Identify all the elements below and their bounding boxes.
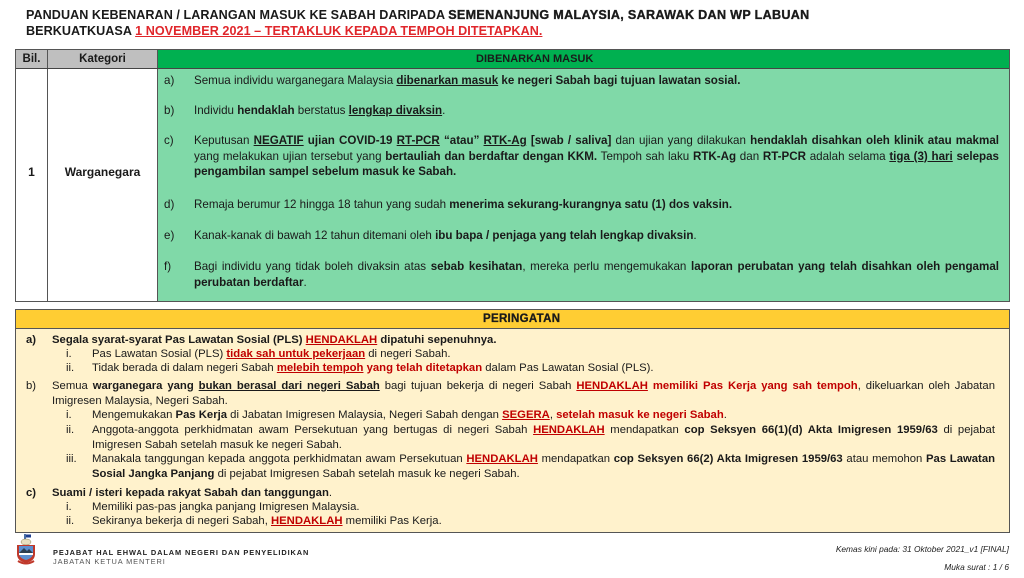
permission-item [164, 259, 999, 290]
text-run: RT-PCR [762, 149, 807, 163]
cell-dibenarkan-masuk [158, 69, 1009, 301]
text-run: setelah masuk ke negeri Sabah [556, 409, 724, 421]
text-run: Semua individu warganegara Malaysia [194, 74, 397, 87]
text-run: Semua [52, 380, 93, 392]
warning-section [26, 333, 995, 348]
text-run: . [303, 275, 307, 289]
text-run: HENDAKLAH [533, 424, 605, 436]
subitem-text [92, 423, 995, 452]
text-run: Segala syarat-syarat Pas Lawatan Sosial (PLS) [52, 334, 306, 346]
text-run: . [328, 487, 332, 499]
subitem-label: i. [66, 348, 72, 360]
item-label: d) [164, 198, 175, 211]
subitem-label: ii. [66, 362, 75, 374]
section-text [52, 379, 995, 408]
text-run: berstatus [294, 104, 349, 117]
text-run: hendaklah [237, 104, 295, 117]
text-run: warganegara yang [92, 380, 199, 392]
subitem-text [92, 514, 995, 529]
sabah-emblem-icon [15, 534, 37, 566]
category-name: Warganegara [64, 165, 141, 179]
text-run: dibenarkan masuk [396, 74, 499, 87]
cell-kategori [48, 69, 158, 301]
title-line-2: BERKUATKUASA 1 NOVEMBER 2021 – TERTAKLUK KEPADA TEMPOH DITETAPKAN. [26, 24, 543, 38]
text-run: di negeri Sabah. [365, 348, 451, 360]
text-run: dan ujian yang dilakukan [611, 134, 751, 147]
text-run: selepas pengambilan sampel sebelum masuk ke Sabah. [194, 149, 1000, 178]
header-bil: Bil. [16, 50, 48, 68]
text-run: RTK-Ag [483, 134, 527, 147]
item-text [194, 133, 999, 180]
text-run: menerima sekurang-kurangnya satu (1) dos vaksin. [449, 198, 733, 211]
text-run: adalah selama [806, 149, 890, 163]
subitem-label: iii. [66, 453, 77, 465]
text-run: tiga (3) hari [889, 149, 953, 163]
text-run: atau memohon [842, 453, 927, 465]
effective-date: 1 NOVEMBER 2021 – TERTAKLUK KEPADA TEMPOH DITETAPKAN. [135, 24, 543, 38]
section-label: a) [26, 334, 37, 346]
text-run: yang telah ditetapkan [363, 362, 483, 374]
text-run: bukan berasal dari negeri Sabah [198, 380, 380, 392]
text-run: sebab kesihatan [430, 260, 523, 273]
text-run: lengkap divaksin [348, 104, 443, 117]
text-run: ujian COVID-19 [303, 134, 397, 147]
text-run: Tempoh sah laku [597, 149, 693, 163]
text-run: . [723, 409, 727, 421]
warning-subitem [66, 514, 995, 529]
text-run: cop Seksyen 66(1)(d) Akta Imigresen 1959/63 [684, 424, 938, 436]
footer-department: JABATAN KETUA MENTERI [53, 557, 166, 566]
warning-subitem [66, 361, 995, 376]
title-line-1: PANDUAN KEBENARAN / LARANGAN MASUK KE SABAH DARIPADA SEMENANJUNG MALAYSIA, SARAWAK DAN WP LABUAN [26, 8, 810, 22]
warning-subitem [66, 452, 995, 481]
text-run: mendapatkan [537, 453, 614, 465]
table-header-row [16, 50, 1009, 69]
item-label: e) [164, 229, 175, 242]
permission-item [164, 228, 999, 244]
cell-bil [16, 69, 48, 301]
text-run: Manakala tanggungan kepada anggota perkhidmatan awam Persekutuan [92, 453, 467, 465]
subitem-text [92, 347, 995, 362]
text-run: Kanak-kanak di bawah 12 tahun ditemani oleh [194, 229, 436, 242]
text-run: , [549, 409, 557, 421]
text-run: , dikeluarkan oleh Jabatan Imigresen Malaysia, Negeri Sabah. [52, 380, 995, 407]
text-run: . [693, 229, 697, 242]
warning-section [26, 379, 995, 408]
text-run: [swab / saliva] [526, 134, 612, 147]
entry-permission-table [15, 49, 1010, 302]
text-run: dipatuhi sepenuhnya. [377, 334, 497, 346]
text-run: laporan perubatan yang telah disahkan oleh pengamal perubatan berdaftar [194, 260, 999, 289]
text-run: di Jabatan Imigresen Malaysia, Negeri Sabah dengan [227, 409, 503, 421]
text-run: HENDAKLAH [305, 334, 378, 346]
text-run: HENDAKLAH [576, 380, 648, 392]
page-number: Muka surat : 1 / 6 [944, 562, 1009, 572]
text-run: dalam Pas Lawatan Sosial (PLS). [482, 362, 654, 374]
item-label: c) [164, 134, 174, 147]
text-run: Pas Lawatan Sosial (PLS) [92, 348, 227, 360]
warning-subitem [66, 423, 995, 452]
text-run: Anggota-anggota perkhidmatan awam Persekutuan yang bertugas di negeri Sabah [92, 424, 534, 436]
subitem-text [92, 361, 995, 376]
permission-item [164, 73, 999, 89]
header-kategori: Kategori [48, 50, 158, 68]
peringatan-heading: PERINGATAN [16, 310, 1009, 329]
warning-subitem [66, 347, 995, 362]
section-label: b) [26, 380, 37, 392]
text-run: ibu bapa / penjaga yang telah lengkap divaksin [435, 229, 694, 242]
row-number: 1 [28, 165, 35, 179]
text-run: ke negeri Sabah bagi tujuan lawatan sosial. [498, 74, 741, 87]
text-run: tidak sah untuk pekerjaan [226, 348, 366, 360]
warning-section [26, 486, 995, 501]
item-text [194, 259, 999, 290]
text-run: yang melakukan ujian tersebut yang [194, 149, 386, 163]
text-run: mendapatkan [604, 424, 685, 436]
text-run: Individu [194, 104, 238, 117]
permission-item [164, 103, 999, 119]
text-run: , mereka perlu mengemukakan [522, 260, 691, 273]
subitem-text [92, 408, 995, 423]
text-run: Pas Kerja [175, 409, 228, 421]
section-text [52, 486, 995, 501]
text-run: melebih tempoh [276, 362, 364, 374]
text-run: memiliki Pas Kerja. [342, 515, 442, 527]
text-run: memiliki Pas Kerja yang sah tempoh [647, 380, 858, 392]
text-run: SEGERA [502, 409, 550, 421]
subitem-label: ii. [66, 424, 75, 436]
text-run: di pejabat Imigresen Sabah setelah masuk ke negeri Sabah. [92, 424, 995, 451]
item-label: f) [164, 260, 172, 273]
text-run: Remaja berumur 12 hingga 18 tahun yang sudah [194, 198, 450, 211]
item-text [194, 228, 999, 244]
section-text [52, 333, 995, 348]
text-run: bagi tujuan bekerja di negeri Sabah [379, 380, 577, 392]
peringatan-box [15, 309, 1010, 533]
text-run: HENDAKLAH [466, 453, 538, 465]
text-run: Pas Lawatan Sosial Jangka Panjang [92, 453, 995, 480]
subitem-text [92, 500, 995, 515]
subitem-label: i. [66, 501, 72, 513]
text-run: Suami / isteri kepada rakyat Sabah dan tanggungan [52, 487, 329, 499]
text-run: Mengemukakan [92, 409, 176, 421]
text-run: Tidak berada di dalam negeri Sabah [92, 362, 277, 374]
text-run: RTK-Ag [692, 149, 737, 163]
text-run: Memiliki pas-pas jangka panjang Imigresen Malaysia. [92, 501, 360, 513]
text-run: NEGATIF [253, 134, 304, 147]
text-run: hendaklah disahkan oleh klinik atau makmal [750, 134, 999, 147]
text-run: RT-PCR [396, 134, 440, 147]
subitem-label: ii. [66, 515, 75, 527]
text-run: . [442, 104, 446, 117]
section-label: c) [26, 487, 37, 499]
footer-organization: PEJABAT HAL EHWAL DALAM NEGERI DAN PENYELIDIKAN [53, 548, 310, 557]
item-text [194, 197, 999, 213]
item-label: a) [164, 74, 175, 87]
text-run: “atau” [439, 134, 484, 147]
text-run: cop Seksyen 66(2) Akta Imigresen 1959/63 [613, 453, 843, 465]
text-run: Keputusan [194, 134, 254, 147]
item-text [194, 103, 999, 119]
text-run: Bagi individu yang tidak boleh divaksin atas [194, 260, 431, 273]
text-run: HENDAKLAH [270, 515, 343, 527]
warning-subitem [66, 500, 995, 515]
text-run: dan [736, 149, 763, 163]
text-run: bertauliah dan berdaftar dengan KKM. [385, 149, 598, 163]
last-updated: Kemas kini pada: 31 Oktober 2021_v1 [FINAL] [835, 544, 1009, 554]
subitem-text [92, 452, 995, 481]
permission-item [164, 197, 999, 213]
subitem-label: i. [66, 409, 72, 421]
permission-item [164, 133, 999, 180]
text-run: di pejabat Imigresen Sabah setelah masuk ke negeri Sabah. [214, 467, 520, 480]
warning-subitem [66, 408, 995, 423]
item-text [194, 73, 999, 89]
document-title [26, 7, 1006, 39]
item-label: b) [164, 104, 175, 117]
title-regions: SEMENANJUNG MALAYSIA, SARAWAK DAN WP LABUAN [448, 8, 810, 22]
header-dibenarkan-masuk: DIBENARKAN MASUK [158, 50, 1009, 68]
text-run: Sekiranya bekerja di negeri Sabah, [92, 515, 271, 527]
